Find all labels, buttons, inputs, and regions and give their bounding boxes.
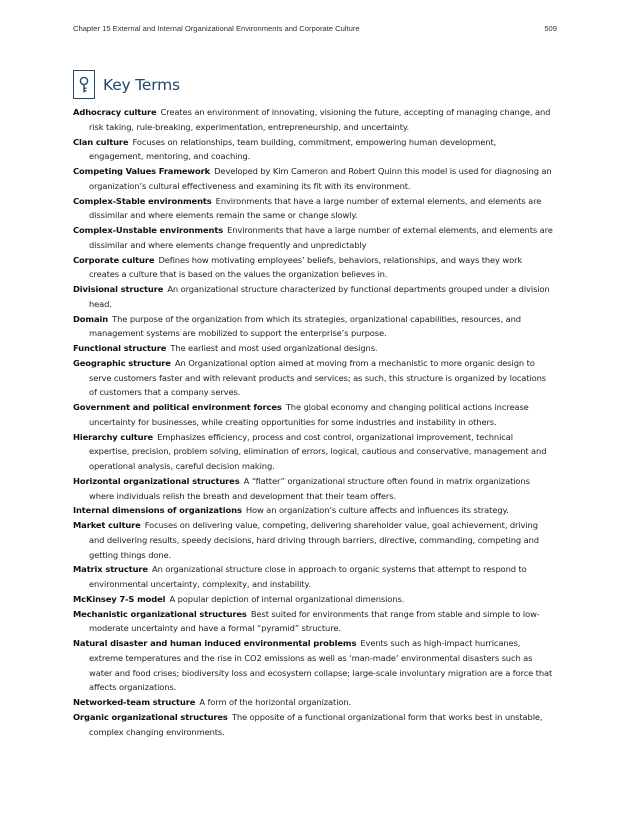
term-name: Geographic structure [73, 357, 171, 368]
term-name: Adhocracy culture [73, 107, 157, 117]
glossary-entry [73, 164, 553, 194]
glossary-entry [73, 135, 553, 165]
term-definition: Environments that have a large number of external elements, and elements are dissimilar and where elements remain the same or change slowly. [89, 195, 542, 221]
term-name: Complex-Stable environments [73, 195, 212, 206]
term-name: Internal dimensions of organizations [73, 505, 242, 516]
term-definition: An organizational structure characterized by functional departments grouped under a division head. [89, 284, 550, 309]
key-terms-heading [73, 70, 180, 99]
term-definition: Events such as high-impact hurricanes, extreme temperatures and the rise in CO2 emissions as well as ‘man-made’ environmental disasters such as water and food crises; biodiversity loss and ecosystem collapse; large-scale involuntary migration are a force that affects organizations. [89, 638, 553, 693]
term-name: Mechanistic organizational structures [73, 608, 247, 619]
glossary-entry [73, 430, 553, 474]
glossary-entry [73, 400, 553, 430]
glossary-entry [73, 194, 553, 224]
glossary-entry [73, 356, 553, 400]
key-icon [73, 70, 95, 99]
term-name: Matrix structure [73, 564, 148, 575]
term-definition: The purpose of the organization from which its strategies, organizational capabilities, resources, and management systems are mobilized to support the enterprise’s purpose. [89, 313, 521, 339]
glossary-entry [73, 253, 553, 283]
term-name: Organic organizational structures [73, 711, 228, 722]
term-name: Government and political environment forces [73, 402, 282, 412]
term-definition: A form of the horizontal organization. [199, 697, 352, 707]
term-definition: An Organizational option aimed at moving from a mechanistic to more organic design to serve customers faster and with relevant products and services; as such, this structure is organized by locations of customers that a company serves. [89, 357, 547, 398]
term-definition: Emphasizes efficiency, process and cost control, organizational improvement, technical expertise, precision, problem solving, elimination of errors, logical, cautious and conservative, management and operational analysis, careful decision making. [89, 431, 547, 471]
section-title: Key Terms [103, 75, 180, 94]
term-definition: The global economy and changing political actions increase uncertainty for businesses, while creating opportunities for some industries and instability in others. [89, 402, 529, 427]
term-name: Market culture [73, 520, 141, 530]
term-definition: Environments that have a large number of external elements, and elements are dissimilar and where elements change frequently and unpredictably [89, 225, 553, 250]
glossary-entry [73, 223, 553, 253]
glossary-entry [73, 312, 553, 342]
term-name: Natural disaster and human induced environmental problems [73, 638, 357, 648]
term-definition: Developed by Kim Cameron and Robert Quinn this model is used for diagnosing an organization’s cultural effectiveness and examining its fit with its environment. [89, 166, 552, 191]
term-name: Functional structure [73, 343, 167, 353]
running-header [73, 24, 557, 33]
term-name: McKinsey 7-S model [73, 593, 166, 604]
term-name: Complex-Unstable environments [73, 225, 224, 235]
glossary-entry [73, 695, 553, 710]
term-definition: An organizational structure close in approach to organic systems that attempt to respond to environmental uncertainty, complexity, and instability. [89, 564, 527, 589]
term-name: Networked-team structure [73, 697, 196, 707]
term-definition: A popular depiction of internal organizational dimensions. [169, 593, 405, 604]
glossary-entry [73, 562, 553, 592]
term-definition: Focuses on relationships, team building, commitment, empowering human development, engagement, mentoring, and coaching. [89, 136, 497, 162]
term-name: Competing Values Framework [73, 166, 211, 176]
glossary-entry [73, 607, 553, 637]
glossary-entry [73, 518, 553, 562]
term-definition: How an organization’s culture affects and influences its strategy. [245, 505, 509, 516]
glossary-entry [73, 105, 553, 135]
term-name: Corporate culture [73, 254, 155, 265]
page-number: 509 [544, 24, 557, 33]
term-name: Hierarchy culture [73, 431, 154, 442]
chapter-title: Chapter 15 External and Internal Organizational Environments and Corporate Culture [73, 24, 360, 33]
term-name: Divisional structure [73, 284, 164, 294]
glossary-entry [73, 636, 553, 695]
term-definition: The opposite of a functional organizational form that works best in unstable, complex changing environments. [89, 711, 543, 737]
glossary-entry [73, 341, 553, 356]
glossary-entry [73, 474, 553, 504]
term-definition: A “flatter” organizational structure often found in matrix organizations where individuals relish the breath and development that their team offers. [89, 475, 530, 501]
glossary-entry [73, 503, 553, 518]
term-definition: Best suited for environments that range from stable and simple to low-moderate uncertainty and have a formal “pyramid” structure. [89, 608, 540, 634]
term-definition: Focuses on delivering value, competing, delivering shareholder value, goal achievement, driving and delivering results, speedy decisions, hard driving through barriers, directive, commanding, competing and getting things done. [89, 520, 539, 560]
term-name: Horizontal organizational structures [73, 475, 240, 486]
glossary-entry [73, 710, 553, 740]
term-definition: Defines how motivating employees’ beliefs, behaviors, relationships, and ways they work creates a culture that is based on the values the organization believes in. [89, 254, 523, 280]
glossary-entry [73, 282, 553, 312]
key-terms-list [73, 105, 553, 739]
term-definition: Creates an environment of innovating, visioning the future, accepting of managing change, and risk taking, rule-breaking, experimentation, entrepreneurship, and uncertainty. [89, 107, 551, 132]
glossary-entry [73, 592, 553, 607]
term-name: Domain [73, 313, 109, 324]
term-definition: The earliest and most used organizational designs. [170, 343, 378, 353]
term-name: Clan culture [73, 136, 129, 147]
